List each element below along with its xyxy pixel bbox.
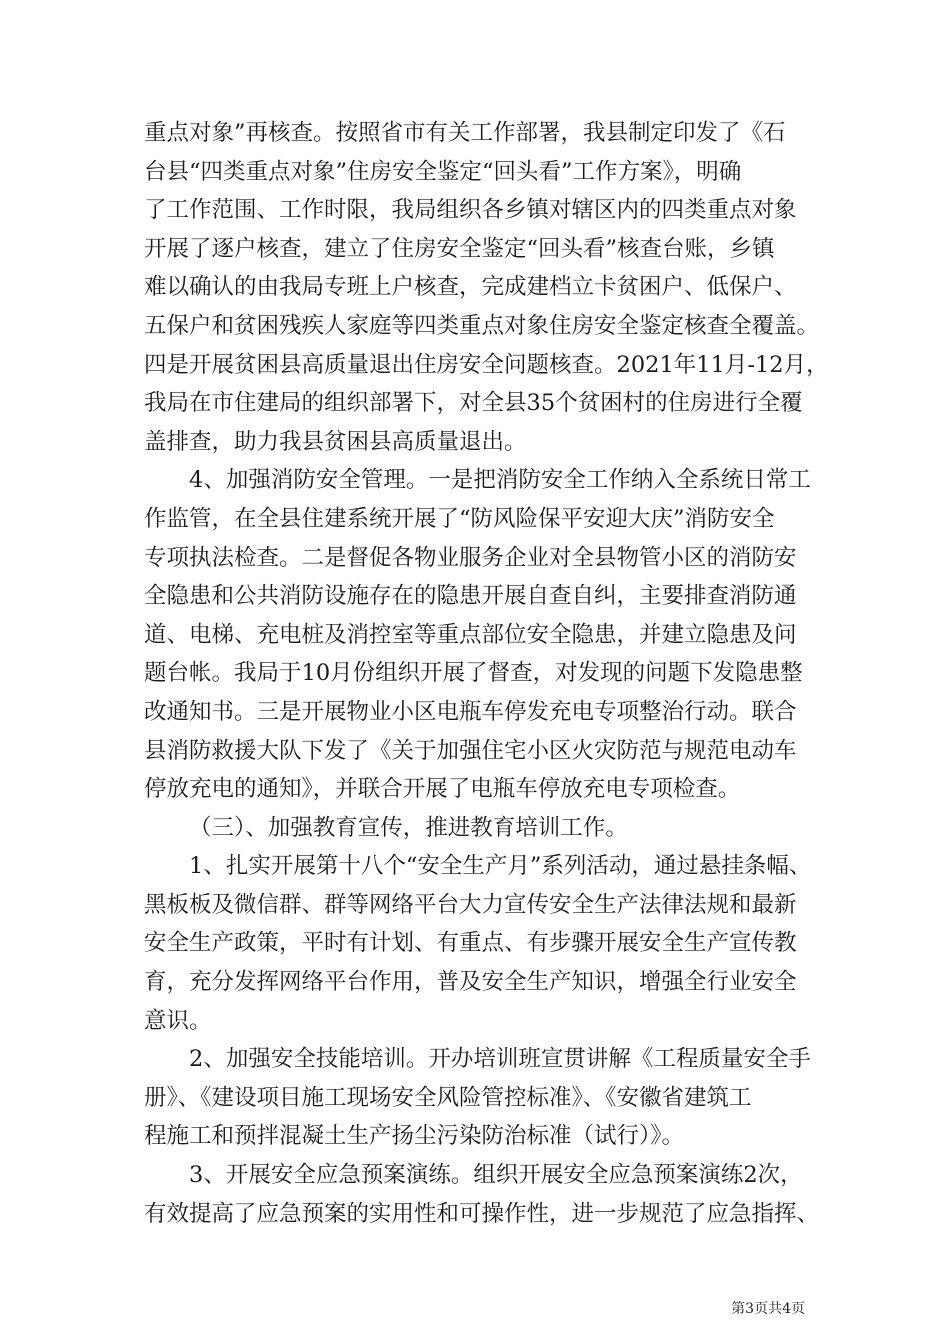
text-line: 作监管，在全县住建系统开展了“防风险保平安迎大庆”消防安全 — [144, 505, 775, 532]
text-line: 难以确认的由我局专班上户核查，完成建档立卡贫困户、低保户、 — [144, 274, 797, 301]
text-line: 停放充电的通知》，并联合开展了电瓶车停放充电专项检查。 — [144, 776, 741, 803]
text-line: 安全生产政策，平时有计划、有重点、有步骤开展安全生产宣传教 — [144, 930, 797, 957]
text-line: 台县“四类重点对象”住房安全鉴定“回头看”工作方案》，明确 — [144, 158, 742, 185]
text-line: 改通知书。三是开展物业小区电瓶车停发充电专项整治行动。联合 — [144, 698, 797, 725]
paragraph-start-line: 1、扎实开展第十八个“安全生产月”系列活动，通过悬挂条幅、 — [189, 853, 812, 880]
paragraph-start-line: 2、加强安全技能培训。开办培训班宣贯讲解《工程质量安全手 — [189, 1046, 811, 1073]
text-line: 道、电梯、充电桩及消控室等重点部位安全隐患，并建立隐患及问 — [144, 621, 797, 648]
text-line: 盖排查，助力我县贫困县高质量退出。 — [144, 428, 527, 455]
paragraph-start-line: 3、开展安全应急预案演练。组织开展安全应急预案演练2次， — [189, 1162, 803, 1189]
text-line: 县消防救援大队下发了《关于加强住宅小区火灾防范与规范电动车 — [144, 737, 797, 764]
text-line: 开展了逐户核查，建立了住房安全鉴定“回头看”核查台账，乡镇 — [144, 235, 775, 262]
section-heading: （三）、加强教育宣传，推进教育培训工作。 — [189, 814, 628, 841]
text-line: 育，充分发挥网络平台作用，普及安全生产知识，增强全行业安全 — [144, 969, 797, 996]
text-line: 题台帐。我局于10月份组织开展了督查，对发现的问题下发隐患整 — [144, 660, 803, 687]
paragraph-start-line: 4、加强消防安全管理。一是把消防安全工作纳入全系统日常工 — [189, 467, 811, 494]
text-line: 四是开展贫困县高质量退出住房安全问题核查。2021年11月-12月， — [144, 351, 829, 378]
text-line: 程施工和预拌混凝土生产扬尘污染防治标准（试行）》。 — [144, 1123, 685, 1150]
body-text — [144, 114, 829, 1233]
text-line: 我局在市住建局的组织部署下，对全县35个贫困村的住房进行全覆 — [144, 390, 803, 417]
text-line: 了工作范围、工作时限，我局组织各乡镇对辖区内的四类重点对象 — [144, 197, 797, 224]
text-line: 有效提高了应急预案的实用性和可操作性，进一步规范了应急指挥、 — [144, 1200, 820, 1227]
page-number: 第3页共4页 — [731, 1301, 805, 1317]
text-line: 五保户和贫困残疾人家庭等四类重点对象住房安全鉴定核查全覆盖。 — [144, 312, 820, 339]
text-line: 意识。 — [144, 1007, 212, 1034]
text-line: 全隐患和公共消防设施存在的隐患开展自查自纠，主要排查消防通 — [144, 583, 797, 610]
text-line: 重点对象”再核查。按照省市有关工作部署，我县制定印发了《石 — [144, 120, 786, 146]
text-line: 黑板板及微信群、群等网络平台大力宣传安全生产法律法规和最新 — [144, 891, 797, 918]
text-line: 册》、《建设项目施工现场安全风险管控标准》、《安徽省建筑工 — [144, 1084, 752, 1111]
text-line: 专项执法检查。二是督促各物业服务企业对全县物管小区的消防安 — [144, 544, 797, 571]
